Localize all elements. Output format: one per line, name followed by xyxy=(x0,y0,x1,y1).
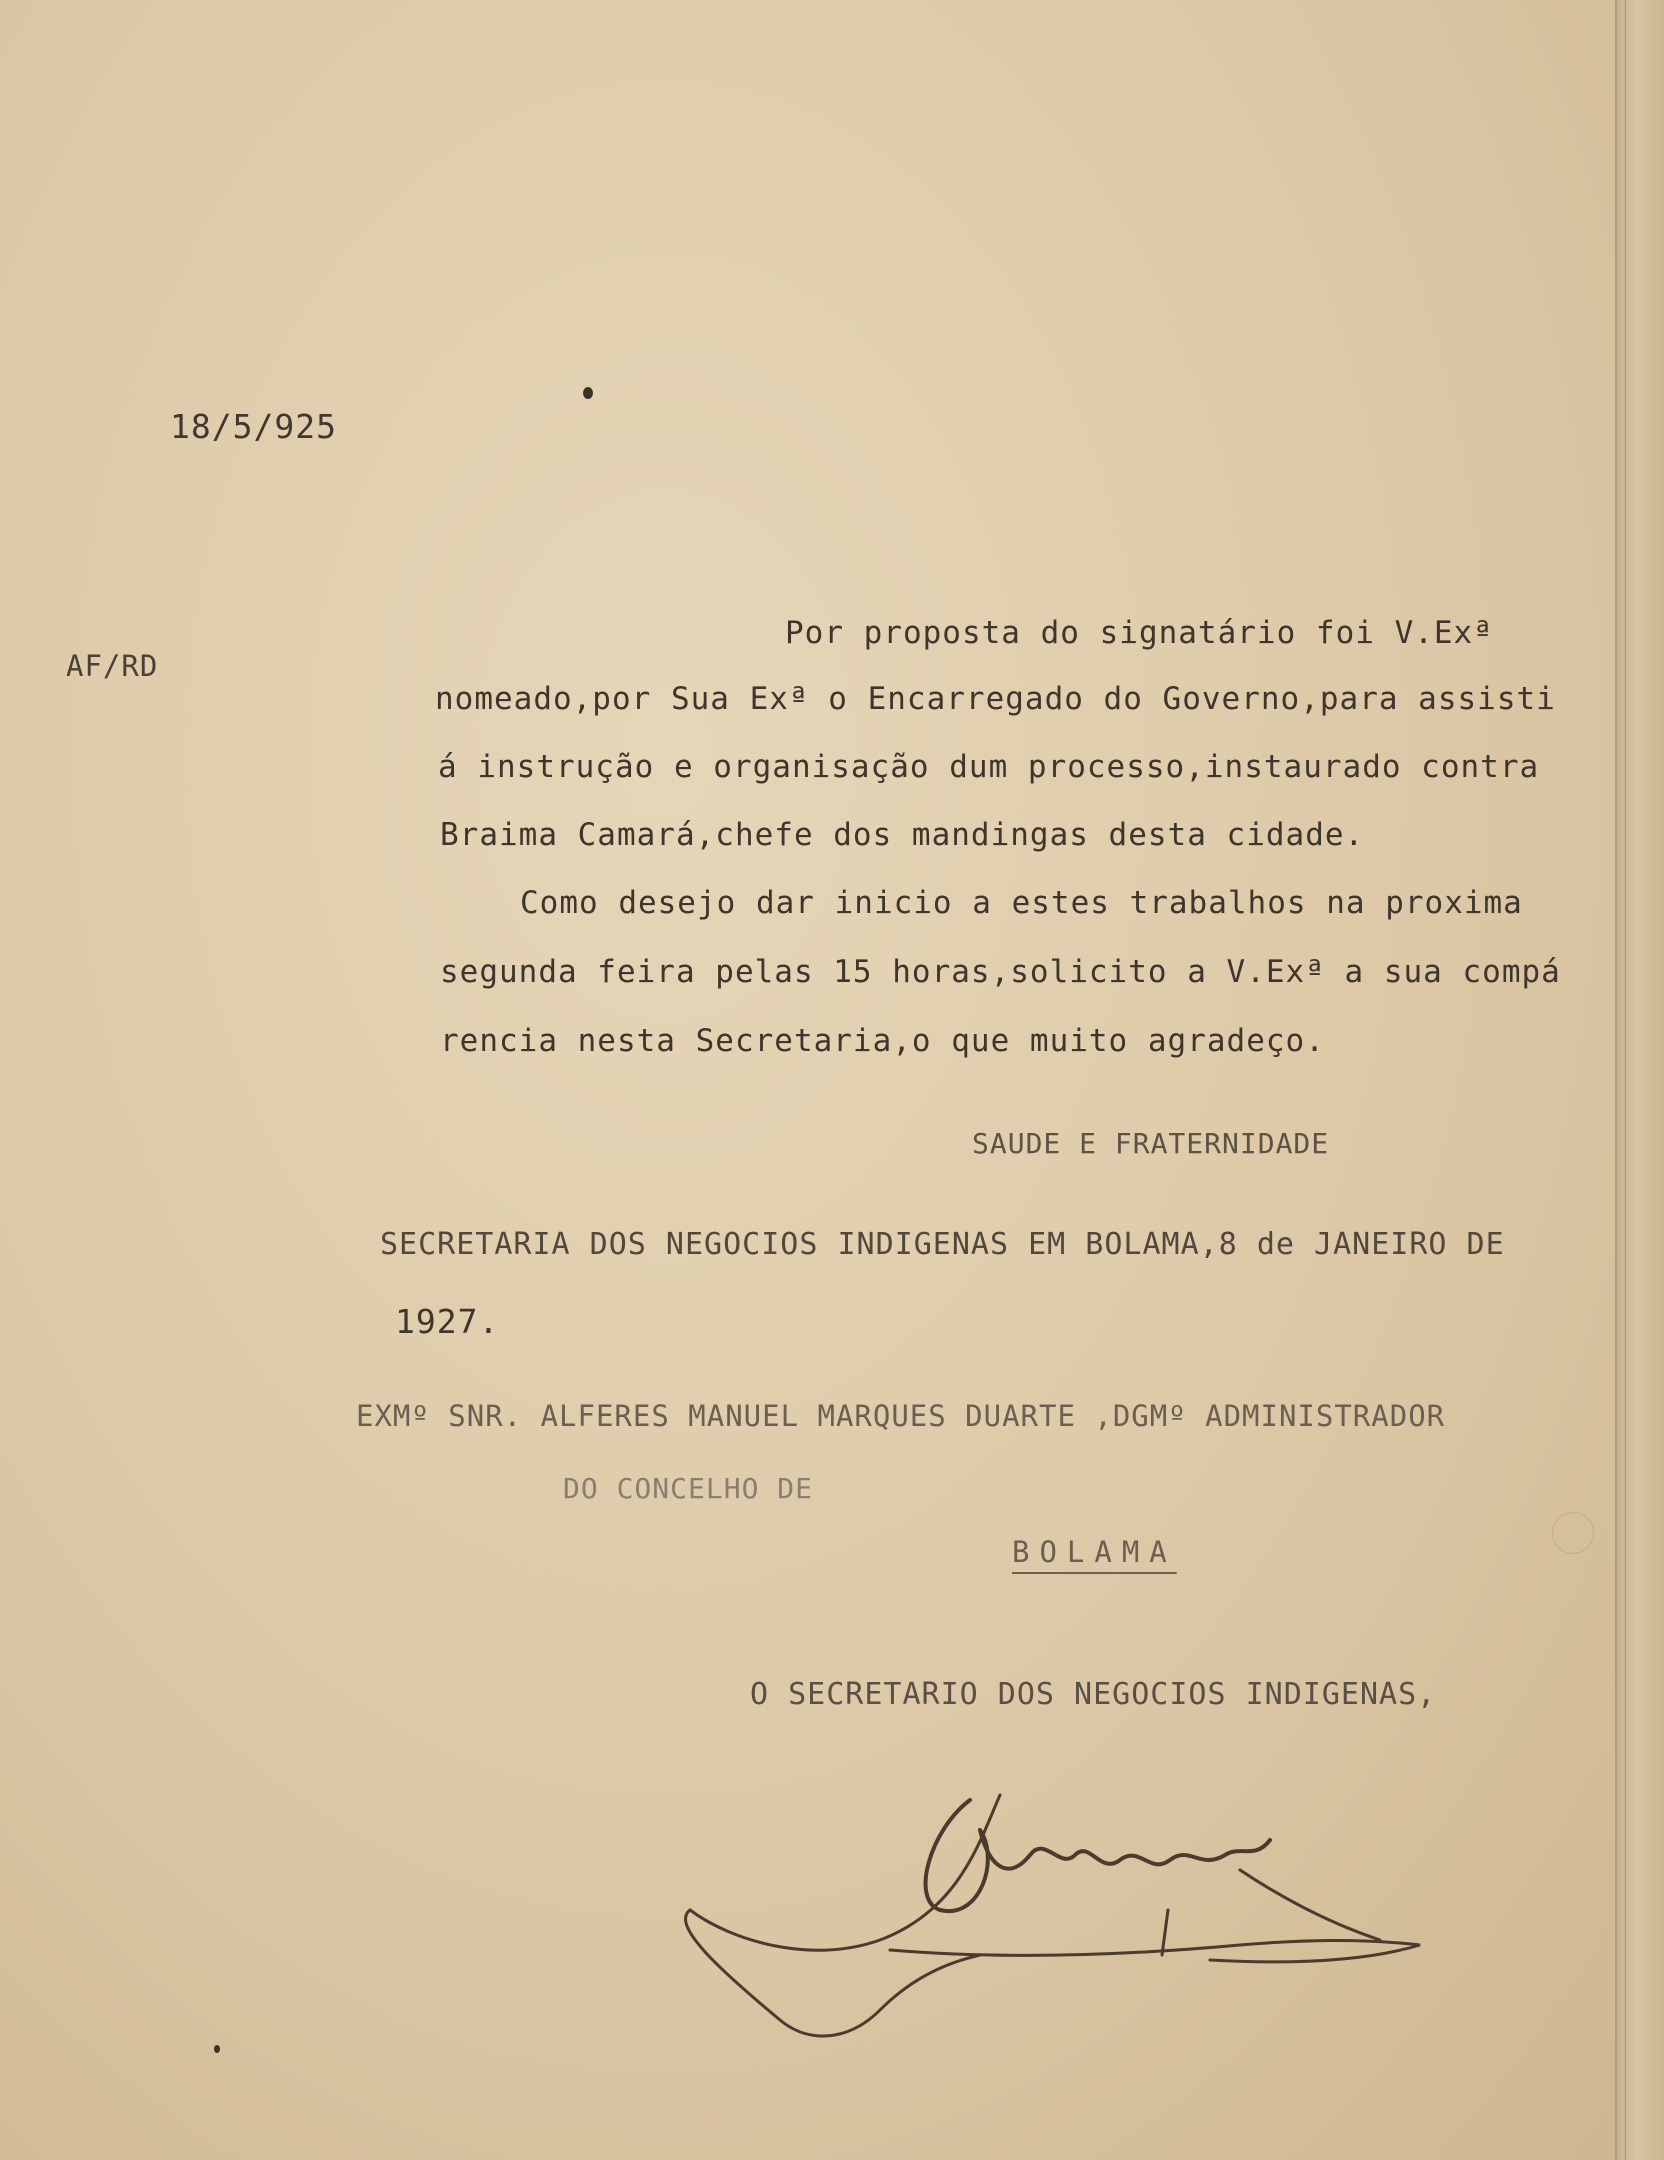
signature-image xyxy=(680,1760,1440,2060)
body-line-3: á instrução e organisação dum processo,instaurado contra xyxy=(438,749,1540,785)
addressee-line-1: EXMº SNR. ALFERES MANUEL MARQUES DUARTE ,DGMº ADMINISTRADOR xyxy=(356,1399,1446,1433)
body-line-2: nomeado,por Sua Exª o Encarregado do Governo,para assisti xyxy=(435,681,1556,717)
closing-title: O SECRETARIO DOS NEGOCIOS INDIGENAS, xyxy=(750,1677,1437,1712)
date-stamp: 18/5/925 xyxy=(170,407,337,446)
page-edge-line xyxy=(1625,0,1626,2160)
place-date-line-2: 1927. xyxy=(395,1302,500,1341)
addressee-place: BOLAMA xyxy=(1012,1535,1177,1569)
ink-spot xyxy=(583,387,593,399)
body-line-1: Por proposta do signatário foi V.Exª xyxy=(785,615,1493,651)
addressee-line-2: DO CONCELHO DE xyxy=(563,1472,814,1505)
body-line-6: segunda feira pelas 15 horas,solicito a V.Exª a sua compá xyxy=(440,954,1561,990)
place-date-line-1: SECRETARIA DOS NEGOCIOS INDIGENAS EM BOLAMA,8 de JANEIRO DE xyxy=(380,1227,1505,1262)
adjacent-page-edge xyxy=(1615,0,1664,2160)
body-line-7: rencia nesta Secretaria,o que muito agradeço. xyxy=(440,1023,1325,1059)
reference-code: AF/RD xyxy=(66,649,159,683)
salutation: SAUDE E FRATERNIDADE xyxy=(972,1127,1330,1160)
body-line-5: Como desejo dar inicio a estes trabalhos na proxima xyxy=(520,885,1523,921)
bleed-through-shadow xyxy=(880,228,1300,258)
body-line-4: Braima Camará,chefe dos mandingas desta cidade. xyxy=(440,817,1365,853)
ink-spot xyxy=(214,2045,220,2053)
paper-mark xyxy=(1552,1512,1594,1554)
